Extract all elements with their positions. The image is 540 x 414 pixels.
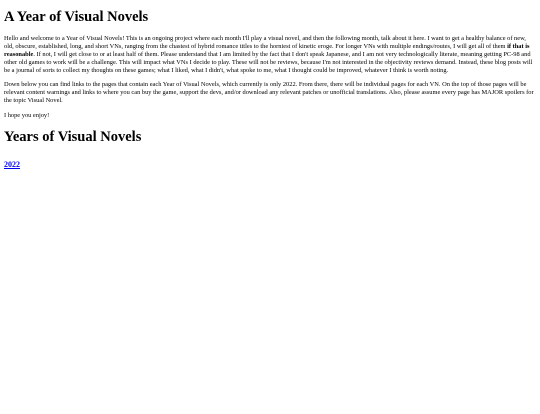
intro-paragraph-2: Down below you can find links to the pages that contain each Year of Visual Novels, which currently is only 2022. From there, there will be individual pages for each VN. On the top of those pages will be relevant content warnings and links to where you can buy the game, support the devs, and/or download any relevant patches or unofficial translations. Also, please assume every page has MAJOR spoilers for the topic Visual Novel. xyxy=(4,81,534,105)
page-container xyxy=(0,9,540,172)
page-title: A Year of Visual Novels xyxy=(4,9,149,25)
years-heading: Years of Visual Novels xyxy=(4,128,142,145)
intro-text-start: Hello and welcome to a Year of Visual Novels! This is an ongoing project where each month I'll play a visual novel, and then the following month, talk about it here. I want to get a healthy balance of new, old, obscure, established, long, and short VNs, ranging from the chastest of hybrid romance titles to the horniest of kinetic eroge. For longer VNs with multiple endings/routes, I will get all of them xyxy=(4,34,526,50)
intro-paragraph-1 xyxy=(4,35,536,75)
intro-paragraph-3: I hope you enjoy! xyxy=(4,111,50,119)
intro-emphasis: if that is reasonable xyxy=(4,42,530,58)
year-link-2022[interactable]: 2022 xyxy=(4,160,20,170)
intro-text-end: . If not, I will get close to or at least half of them. Please understand that I am limited by the fact that I don't speak Japanese, and I am not very technologically literate, meaning getting PC-98 and other old games to work will be a challenge. This will impact what VNs I decide to play. These will not be reviews, because I'm not interested in the objectivity reviews demand. Instead, these blog posts will be a journal of sorts to collect my thoughts on these games; what I liked, what I didn't, what spoke to me, what I thought could be improved, whatever I think is worth noting. xyxy=(4,50,533,74)
